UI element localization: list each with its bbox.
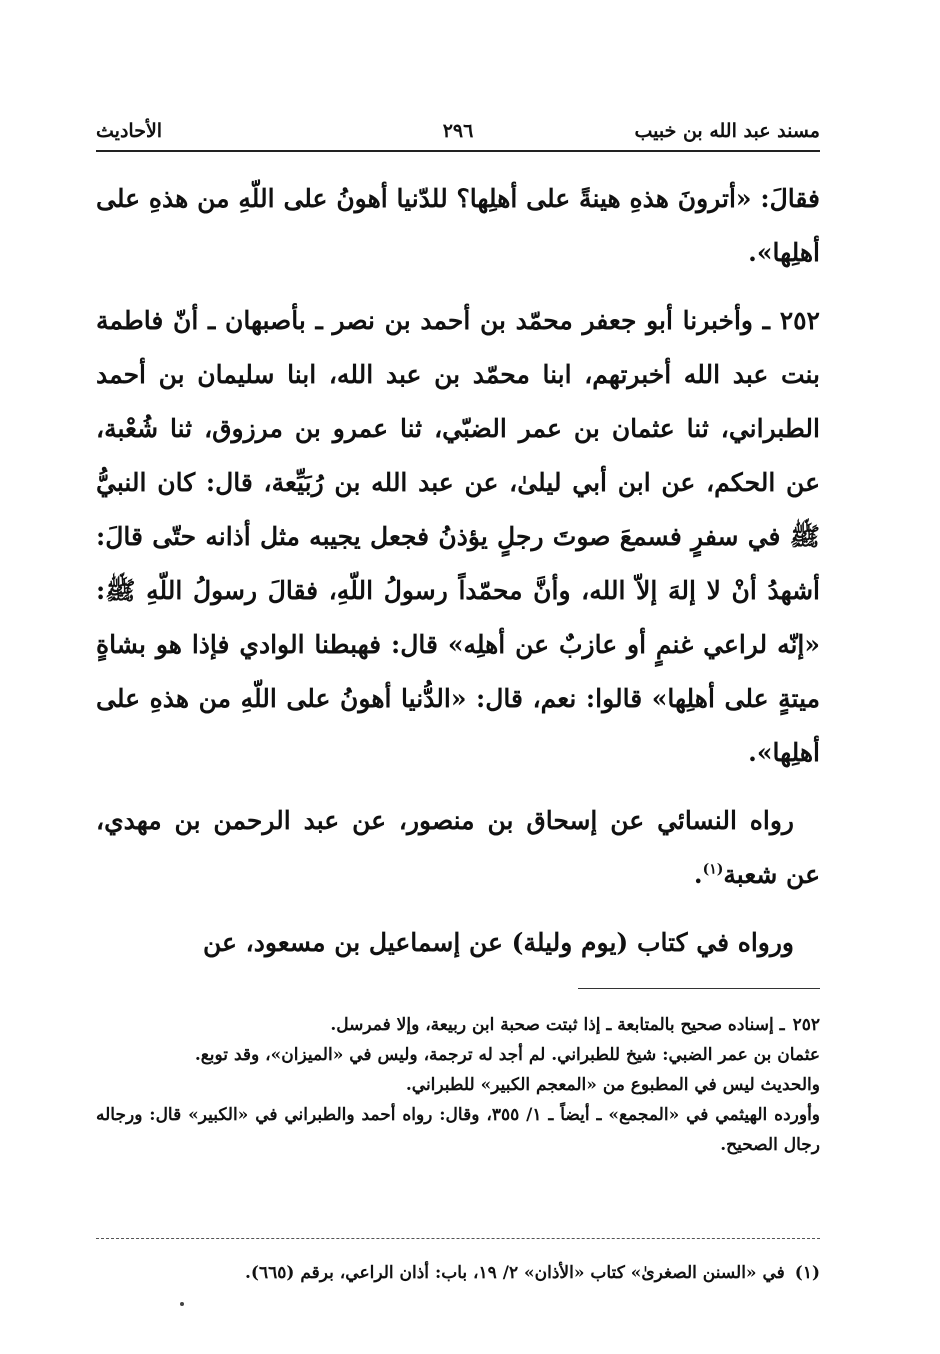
editor-notes bbox=[96, 1010, 820, 1160]
main-text bbox=[96, 172, 820, 984]
paragraph bbox=[96, 794, 820, 902]
book-title: مسند عبد الله بن خبيب bbox=[634, 120, 820, 142]
notes-rule bbox=[578, 988, 820, 989]
page-number: ٢٩٦ bbox=[442, 120, 474, 142]
paragraph-tail: . bbox=[693, 860, 703, 889]
paragraph: فقالَ: «أترونَ هذهِ هينةً على أهلِها؟ للدّنيا أهونُ على اللّهِ من هذهِ على أهلِها». bbox=[96, 184, 820, 267]
note-line: عثمان بن عمر الضبي: شيخ للطبراني. لم أجد له ترجمة، وليس في «الميزان»، وقد توبع. bbox=[194, 1045, 820, 1065]
note-line: وأورده الهيثمي في «المجمع» ـ أيضاً ـ ١/ ٣٥٥، وقال: رواه أحمد والطبراني في «الكبير» قال: ورجاله رجال الصحيح. bbox=[96, 1105, 821, 1155]
scan-speck bbox=[180, 1302, 184, 1306]
section-title: الأحاديث bbox=[96, 120, 163, 142]
footnote-ref[interactable]: (١) bbox=[702, 861, 724, 878]
footnote-number: (١) bbox=[794, 1263, 820, 1283]
header-rule bbox=[96, 150, 820, 152]
paragraph-text: رواه النسائي عن إسحاق بن منصور، عن عبد الرحمن بن مهدي، عن شعبة bbox=[96, 806, 820, 889]
footnote-text: في «السنن الصغرىٰ» كتاب «الأذان» ٢/ ١٩، باب: أذان الراعي، برقم (٦٦٥). bbox=[245, 1263, 785, 1283]
footnote bbox=[96, 1258, 820, 1288]
note-line: والحديث ليس في المطبوع من «المعجم الكبير» للطبراني. bbox=[405, 1075, 820, 1095]
note-line bbox=[96, 1010, 820, 1040]
running-header bbox=[96, 120, 820, 148]
hadith-paragraph: ٢٥٢ ـ وأخبرنا أبو جعفر محمّد بن أحمد بن نصر ـ بأصبهان ـ أنّ فاطمة بنت عبد الله أخبرتهم، ابنا محمّد بن عبد الله، ابنا سليمان بن أحمد الطبراني، ثنا عثمان بن عمر الضبّي، ثنا عمرو بن مرزوق، ثنا شُعْبة، عن الحكم، عن ابن أبي ليلىٰ، عن عبد الله بن رُبَيِّعة، قال: كان النبيُّ ﷺ في سفرٍ فسمعَ صوتَ رجلٍ يؤذنُ فجعل يجيبه مثل أذانه حتّى قالَ: أشهدُ أنْ لا إلهَ إلاّ الله، وأنَّ محمّداً رسولُ اللّهِ، فقالَ رسولُ اللّهِ ﷺ: «إنّه لراعي غنمٍ أو عازبٌ عن أهلِه» قال: فهبطنا الوادي فإذا هو بشاةٍ ميتةٍ على أهلِها» قالوا: نعم، قال: «الدُّنيا أهونُ على اللّهِ من هذهِ على أهلِها». bbox=[96, 306, 820, 767]
footnote-rule bbox=[96, 1238, 820, 1239]
note-number: ٢٥٢ bbox=[792, 1015, 820, 1035]
paragraph: ورواه في كتاب (يوم وليلة) عن إسماعيل بن مسعود، عن bbox=[202, 928, 794, 957]
note-text: ـ إسناده صحيح بالمتابعة ـ إذا ثبتت صحبة ابن ربيعة، وإلا فمرسل. bbox=[330, 1015, 785, 1035]
